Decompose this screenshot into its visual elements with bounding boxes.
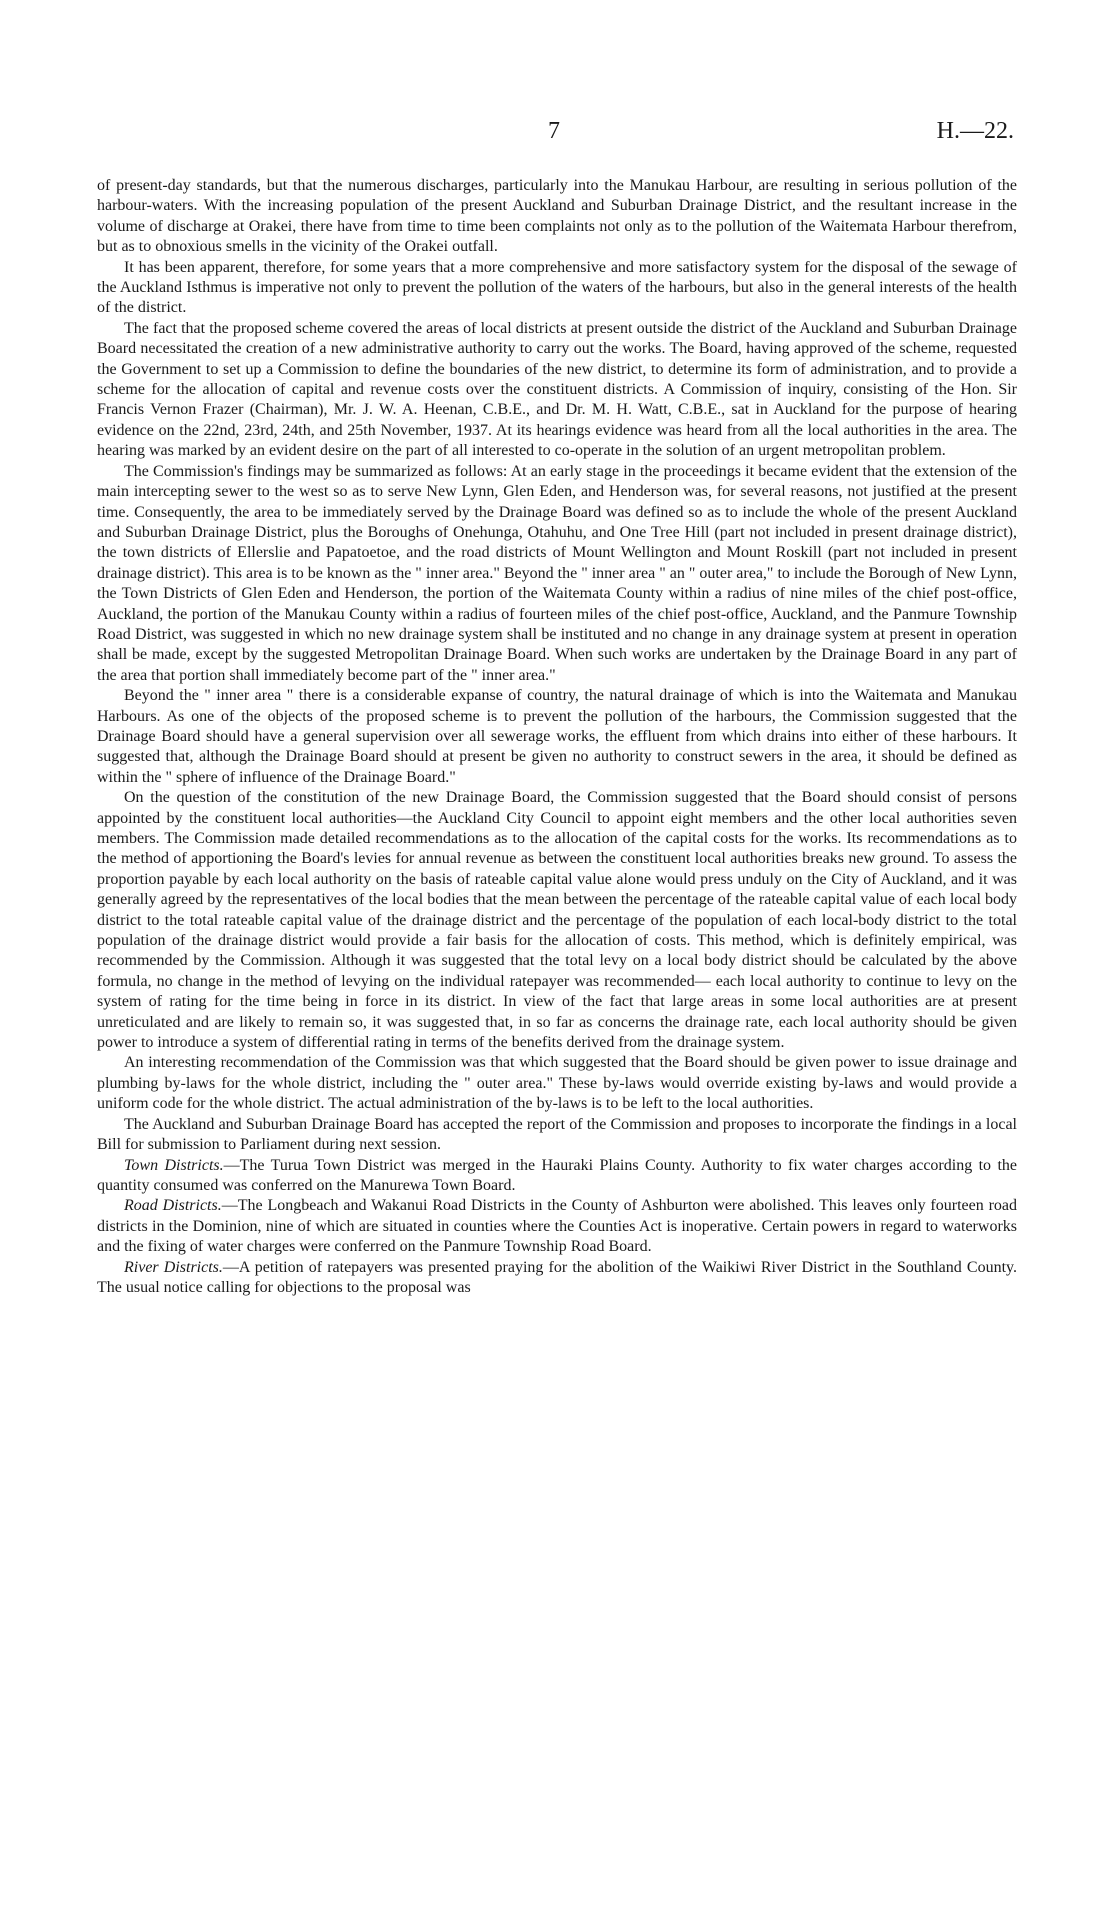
paragraph bbox=[97, 462, 1017, 686]
section-heading: Town Districts. bbox=[124, 1156, 224, 1174]
section-paragraph-road-districts bbox=[97, 1196, 1017, 1257]
page-number: 7 bbox=[548, 118, 560, 144]
page-header bbox=[0, 118, 1114, 158]
section-heading: Road Districts. bbox=[124, 1197, 222, 1215]
document-reference: H.—22. bbox=[936, 118, 1014, 144]
paragraph-text: —The Longbeach and Wakanui Road Districts in the County of Ashburton were abolished. This leaves only fourteen road districts in the Dominion, nine of which are situated in counties where the Counties Act is inoperative. Certain powers in regard to waterworks and the fixing of water charges were conferred on the Panmure Township Road Board. bbox=[97, 1197, 1017, 1256]
paragraph bbox=[97, 1053, 1017, 1114]
paragraph-continuation bbox=[97, 176, 1017, 258]
paragraph-text: Beyond the " inner area " there is a considerable expanse of country, the natural drainage of which is into the Waitemata and Manukau Harbours. As one of the objects of the proposed scheme is to prevent the pollution of the harbours, the Commission suggested that the Drainage Board should have a general supervision over all sewerage works, the effluent from which drains into either of these harbours. It suggested that, although the Drainage Board should at present be given no authority to construct sewers in the area, it should be defined as within the " sphere of influence of the Drainage Board." bbox=[97, 687, 1017, 786]
paragraph-text: —A petition of ratepayers was presented praying for the abolition of the Waikiwi River District in the Southland County. The usual notice calling for objections to the proposal was bbox=[97, 1258, 1017, 1296]
paragraph-text: The Commission's findings may be summarized as follows: At an early stage in the proceedings it became evident that the extension of the main intercepting sewer to the west so as to serve New Lynn, Glen Eden, and Henderson was, for several reasons, not justified at the present time. Consequently, the area to be immediately served by the Drainage Board was defined so as to include the whole of the present Auckland and Suburban Drainage District, plus the Boroughs of Onehunga, Otahuhu, and One Tree Hill (part not included in present drainage district), the town districts of Ellerslie and Papatoetoe, and the road districts of Mount Wellington and Mount Roskill (part not included in present drainage district). This area is to be known as the " inner area." Beyond the " inner area " an " outer area," to include the Borough of New Lynn, the Town Districts of Glen Eden and Henderson, the portion of the Waitemata County within a radius of nine miles of the chief post-office, Auckland, the portion of the Manukau County within a radius of fourteen miles of the chief post-office, Auckland, and the Panmure Township Road District, was suggested in which no new drainage system shall be instituted and no change in any drainage system at present in operation shall be made, except by the suggested Metropolitan Drainage Board. When such works are undertaken by the Drainage Board in any part of the area that portion shall immediately become part of the " inner area." bbox=[97, 462, 1017, 684]
paragraph bbox=[97, 319, 1017, 462]
section-paragraph-river-districts bbox=[97, 1258, 1017, 1299]
paragraph-text: On the question of the constitution of the new Drainage Board, the Commission suggested that the Board should consist of persons appointed by the constituent local authorities—the Auckland City Council to appoint eight members and the other local authorities seven members. The Commission made detailed recommendations as to the allocation of the capital costs for the works. Its recommendations as to the method of apportioning the Board's levies for annual revenue as between the constituent local authorities breaks new ground. To assess the proportion payable by each local authority on the basis of rateable capital value alone would press unduly on the City of Auckland, and it was generally agreed by the representatives of the local bodies that the mean between the percentage of the rateable capital value of each local body district to the total rateable capital value of the drainage district and the percentage of the population of each local-body district to the total population of the drainage district would provide a fair basis for the allocation of costs. This method, which is definitely empirical, was recommended by the Commission. Although it was suggested that the total levy on a local body district should be calculated by the above formula, no change in the method of levying on the individual ratepayer was recommended— each local authority to continue to levy on the system of rating for the time being in force in its district. In view of the fact that large areas in some local authorities are at present unreticulated and are likely to remain so, it was suggested that, in so far as concerns the drainage rate, each local authority should be given power to introduce a system of differential rating in terms of the benefits derived from the drainage system. bbox=[97, 789, 1017, 1052]
section-heading: River Districts. bbox=[124, 1258, 223, 1276]
paragraph-text: The Auckland and Suburban Drainage Board has accepted the report of the Commission and proposes to incorporate the findings in a local Bill for submission to Parliament during next session. bbox=[97, 1115, 1017, 1154]
paragraph-text: The fact that the proposed scheme covered the areas of local districts at present outside the district of the Auckland and Suburban Drainage Board necessitated the creation of a new administrative authority to carry out the works. The Board, having approved of the scheme, requested the Government to set up a Commission to define the boundaries of the new district, to determine its form of administration, and to provide a scheme for the allocation of capital and revenue costs over the constituent districts. A Commission of inquiry, consisting of the Hon. Sir Francis Vernon Frazer (Chairman), Mr. J. W. A. Heenan, C.B.E., and Dr. M. H. Watt, C.B.E., sat in Auckland for the purpose of hearing evidence on the 22nd, 23rd, 24th, and 25th November, 1937. At its hearings evidence was heard from all the local authorities in the area. The hearing was marked by an evident desire on the part of all interested to co-operate in the solution of an urgent metropolitan problem. bbox=[97, 319, 1017, 460]
paragraph bbox=[97, 258, 1017, 319]
paragraph bbox=[97, 686, 1017, 788]
section-paragraph-town-districts bbox=[97, 1156, 1017, 1197]
paragraph-text: of present-day standards, but that the numerous discharges, particularly into the Manukau Harbour, are resulting in serious pollution of the harbour-waters. With the increasing population of the present Auckland and Suburban Drainage District, and the resultant increase in the volume of discharge at Orakei, there have from time to time been complaints not only as to the pollution of the Waitemata Harbour therefrom, but as to obnoxious smells in the vicinity of the Orakei outfall. bbox=[97, 177, 1017, 256]
paragraph-text: An interesting recommendation of the Commission was that which suggested that the Board should be given power to issue drainage and plumbing by-laws for the whole district, including the " outer area." These by-laws would override existing by-laws and would provide a uniform code for the whole district. The actual administration of the by-laws is to be left to the local authorities. bbox=[97, 1054, 1017, 1113]
paragraph bbox=[97, 1115, 1017, 1156]
paragraph-text: —The Turua Town District was merged in the Hauraki Plains County. Authority to fix water charges according to the quantity consumed was conferred on the Manurewa Town Board. bbox=[97, 1156, 1018, 1194]
paragraph bbox=[97, 788, 1017, 1053]
body-text bbox=[97, 176, 1017, 1298]
paragraph-text: It has been apparent, therefore, for some years that a more comprehensive and more satisfactory system for the disposal of the sewage of the Auckland Isthmus is imperative not only to prevent the pollution of the waters of the harbours, but also in the general interests of the health of the district. bbox=[97, 258, 1017, 317]
